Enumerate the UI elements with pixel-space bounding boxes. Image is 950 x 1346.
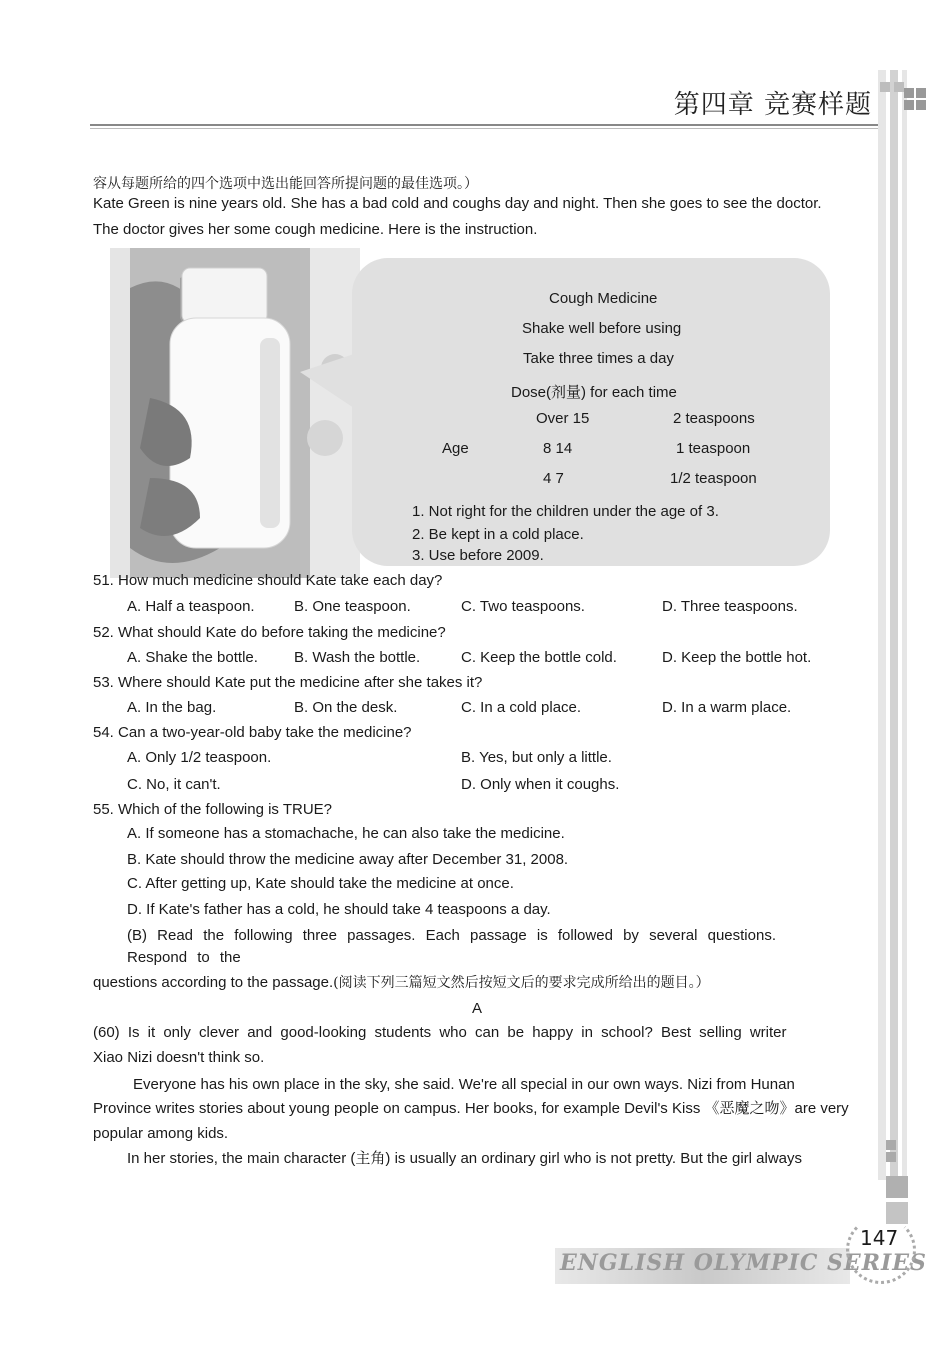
question-54: 54. Can a two-year-old baby take the medicine? (93, 724, 412, 741)
q53-option-c: C. In a cold place. (461, 699, 582, 716)
chapter-title: 第四章 竞赛样题 (673, 90, 872, 120)
intro-line-2: The doctor gives her some cough medicine. Here is the instruction. (93, 221, 538, 238)
instruction-tail: 容从每题所给的四个选项中选出能回答所提问题的最佳选项。） (93, 176, 478, 192)
note-3: 3. Use before 2009. (412, 547, 544, 564)
question-53: 53. Where should Kate put the medicine after she takes it? (93, 674, 483, 691)
age-row-2: 8 14 (543, 440, 573, 457)
section-b-instruction: (B) Read the following three passages. Each passage is followed by several questions. Respond to the (127, 927, 776, 966)
passage-p1-line-2: Xiao Nizi doesn't think so. (93, 1049, 265, 1066)
q54-option-d: D. Only when it coughs. (461, 776, 620, 793)
age-row-1: Over 15 (536, 410, 590, 427)
q51-option-d: D. Three teaspoons. (662, 598, 798, 615)
q53-option-b: B. On the desk. (294, 699, 398, 716)
page-number: 147 (860, 1226, 899, 1250)
passage-p2-line-1: Everyone has his own place in the sky, she said. We're all special in our own ways. Nizi from Hunan (133, 1076, 795, 1093)
q53-option-a: A. In the bag. (127, 699, 217, 716)
q55-option-b: B. Kate should throw the medicine away after December 31, 2008. (127, 851, 569, 868)
q55-option-a: A. If someone has a stomachache, he can also take the medicine. (127, 825, 565, 842)
q55-option-c: C. After getting up, Kate should take the medicine at once. (127, 875, 514, 892)
q55-option-d: D. If Kate's father has a cold, he should take 4 teaspoons a day. (127, 901, 551, 918)
q53-option-d: D. In a warm place. (662, 699, 792, 716)
q51-option-a: A. Half a teaspoon. (127, 598, 255, 615)
dose-row-3: 1/2 teaspoon (670, 470, 757, 487)
question-55: 55. Which of the following is TRUE? (93, 801, 332, 818)
header-rule-thin (90, 128, 880, 129)
q54-option-b: B. Yes, but only a little. (461, 749, 612, 766)
q54-option-a: A. Only 1/2 teaspoon. (127, 749, 272, 766)
q51-option-c: C. Two teaspoons. (461, 598, 585, 615)
q52-option-d: D. Keep the bottle hot. (662, 649, 812, 666)
note-2: 2. Be kept in a cold place. (412, 526, 584, 543)
bubble-tail (300, 352, 360, 412)
intro-line-1: Kate Green is nine years old. She has a bad cold and coughs day and night. Then she goes to see the doctor. (93, 195, 822, 212)
section-b-line-2-cn: (阅读下列三篇短文然后按短文后的要求完成所给出的题目。） (333, 975, 710, 991)
q52-option-c: C. Keep the bottle cold. (461, 649, 617, 666)
note-1: 1. Not right for the children under the age of 3. (412, 503, 719, 520)
passage-p2-line-2: Province writes stories about young people on campus. Her books, for example Devil's Kiss 《恶魔之吻》are very (93, 1100, 849, 1117)
series-logo: ENGLISH OLYMPIC SERIES (560, 1250, 927, 1276)
section-b-line-2 (93, 973, 710, 993)
dose-row-2: 1 teaspoon (676, 440, 751, 457)
medicine-line-3: Dose(剂量) for each time (511, 384, 677, 401)
medicine-bottle-photo (110, 248, 360, 578)
question-51: 51. How much medicine should Kate take each day? (93, 572, 443, 589)
section-b-line-2-en: questions according to the passage. (93, 974, 334, 991)
passage-label: A (472, 1000, 483, 1017)
age-row-3: 4 7 (543, 470, 564, 487)
passage-p3-line-1: In her stories, the main character (主角) is usually an ordinary girl who is not pretty. But the girl always (127, 1150, 802, 1167)
passage-p2-line-3: popular among kids. (93, 1125, 229, 1142)
header-rule (90, 124, 880, 126)
medicine-line-1: Shake well before using (522, 320, 682, 337)
q52-option-a: A. Shake the bottle. (127, 649, 258, 666)
passage-p1-line-1: (60) Is it only clever and good-looking students who can be happy in school? Best selling writer (93, 1024, 787, 1041)
medicine-title: Cough Medicine (549, 290, 658, 307)
dose-row-1: 2 teaspoons (673, 410, 755, 427)
q52-option-b: B. Wash the bottle. (294, 649, 421, 666)
medicine-line-2: Take three times a day (523, 350, 674, 367)
question-52: 52. What should Kate do before taking the medicine? (93, 624, 446, 641)
age-label: Age (442, 440, 469, 457)
q51-option-b: B. One teaspoon. (294, 598, 411, 615)
q54-option-c: C. No, it can't. (127, 776, 221, 793)
